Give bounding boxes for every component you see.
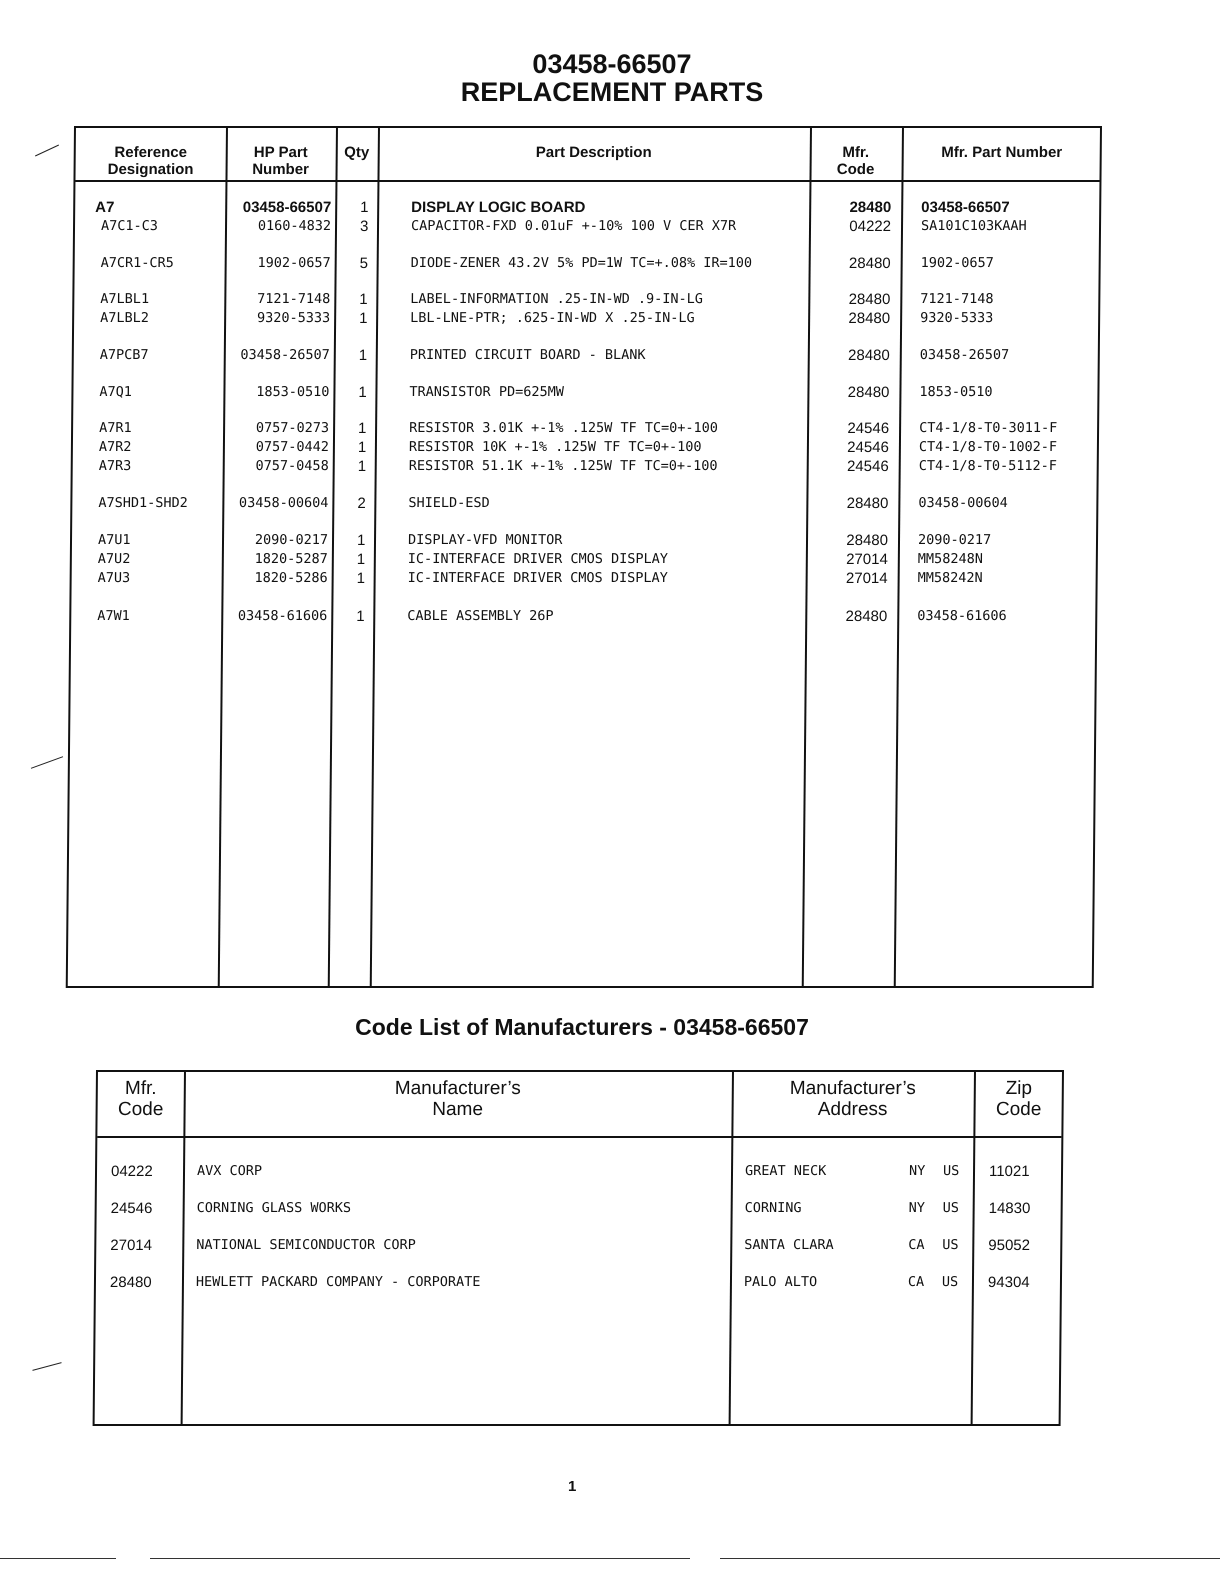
mfr-code: 28480: [109, 1274, 152, 1291]
part-description: PRINTED CIRCUIT BOARD - BLANK: [409, 347, 646, 363]
ref-designation: A7R2: [98, 439, 132, 455]
quantity: 1: [356, 608, 365, 625]
mfr-code: 24546: [846, 458, 889, 475]
part-description: LBL-LNE-PTR; .625-IN-WD X .25-IN-LG: [410, 310, 695, 326]
quantity: 2: [357, 495, 366, 512]
address-country: US: [942, 1237, 959, 1253]
manufacturer-name: AVX CORP: [196, 1163, 263, 1179]
hp-part-number: 7121-7148: [257, 291, 331, 307]
hp-part-number: 0757-0273: [255, 420, 330, 436]
ref-designation: A7SHD1-SHD2: [98, 495, 188, 511]
header-manufacturer-name: Manufacturer’s Name: [394, 1078, 521, 1120]
ref-designation: A7LBL2: [100, 310, 150, 326]
manufacturer-code-table: [93, 1070, 1064, 1426]
manufacturer-name: HEWLETT PACKARD COMPANY - CORPORATE: [195, 1274, 481, 1290]
quantity: 3: [359, 218, 369, 235]
mfr-code: 27014: [110, 1237, 153, 1254]
address-state: NY: [908, 1163, 926, 1179]
margin-mark: [32, 1362, 61, 1371]
hp-part-number: 2090-0217: [254, 532, 329, 548]
address-state: NY: [908, 1200, 926, 1216]
mfr-part-number: 7121-7148: [920, 291, 994, 307]
page-title: REPLACEMENT PARTS: [460, 77, 764, 107]
address-country: US: [942, 1163, 960, 1179]
quantity: 1: [358, 420, 367, 437]
address-city: CORNING: [744, 1200, 802, 1216]
mfr-code: 24546: [110, 1200, 153, 1217]
part-description: RESISTOR 51.1K +-1% .125W TF TC=0+-100: [408, 458, 718, 474]
part-description: CAPACITOR-FXD 0.01uF +-10% 100 V CER X7R: [410, 218, 737, 234]
margin-mark: [35, 145, 59, 157]
mfr-part-number: 03458-61606: [917, 608, 1007, 624]
address-country: US: [941, 1274, 959, 1290]
replacement-parts-table: [66, 126, 1102, 988]
hp-part-number: 1820-5286: [254, 570, 328, 586]
hp-part-number: 9320-5333: [256, 310, 331, 326]
bottom-rule: [720, 1558, 1220, 1559]
mfr-part-number: 1902-0657: [920, 255, 994, 271]
ref-designation: A7W1: [97, 608, 130, 624]
mfr-code: 28480: [847, 347, 890, 364]
part-description: DISPLAY LOGIC BOARD: [411, 199, 586, 216]
mfr-code: 27014: [846, 551, 888, 568]
hp-part-number: 03458-00604: [238, 495, 329, 511]
hp-part-number: 1820-5287: [254, 551, 328, 567]
margin-mark: [31, 756, 63, 769]
manufacturer-name: NATIONAL SEMICONDUCTOR CORP: [196, 1237, 416, 1253]
header-manufacturer-address: Manufacturer’s Address: [789, 1078, 916, 1120]
mfr-code: 28480: [848, 255, 891, 272]
header-part-description: Part Description: [535, 144, 652, 161]
part-description: DISPLAY-VFD MONITOR: [407, 532, 563, 548]
header-mfr-code: Mfr. Code: [117, 1078, 164, 1120]
bottom-rule: [0, 1558, 116, 1559]
part-description: TRANSISTOR PD=625MW: [409, 384, 564, 400]
hp-part-number: 03458-61606: [237, 608, 328, 624]
quantity: 1: [357, 458, 367, 475]
mfr-part-number: 9320-5333: [920, 310, 994, 326]
quantity: 1: [356, 551, 366, 568]
hp-part-number: 0757-0442: [255, 439, 329, 455]
hp-part-number: 0160-4832: [257, 218, 332, 234]
ref-designation: A7U2: [97, 551, 131, 567]
address-country: US: [942, 1200, 960, 1216]
mfr-part-number: MM58242N: [917, 570, 983, 586]
part-description: IC-INTERFACE DRIVER CMOS DISPLAY: [407, 551, 669, 567]
zip-code: 14830: [988, 1200, 1031, 1217]
code-list-title: Code List of Manufacturers - 03458-66507: [355, 1014, 809, 1040]
quantity: 1: [357, 439, 367, 456]
mfr-part-number: 03458-26507: [919, 347, 1010, 363]
mfr-part-number: 1853-0510: [919, 384, 993, 400]
part-description: LABEL-INFORMATION .25-IN-WD .9-IN-LG: [410, 291, 704, 307]
mfr-part-number: CT4-1/8-T0-5112-F: [918, 458, 1057, 474]
mfr-part-number: SA101C103KAAH: [920, 218, 1027, 234]
mfr-code: 27014: [845, 570, 888, 587]
ref-designation: A7C1-C3: [100, 218, 159, 234]
mfr-part-number: 2090-0217: [917, 532, 992, 548]
zip-code: 11021: [988, 1163, 1030, 1180]
ref-designation: A7Q1: [99, 384, 133, 400]
hp-part-number: 03458-66507: [242, 199, 332, 216]
mfr-part-number: CT4-1/8-T0-1002-F: [918, 439, 1058, 455]
manufacturer-name: CORNING GLASS WORKS: [196, 1200, 352, 1216]
hp-part-number: 0757-0458: [255, 458, 329, 474]
part-description: CABLE ASSEMBLY 26P: [407, 608, 554, 624]
header-mfr-part-number: Mfr. Part Number: [941, 144, 1063, 161]
quantity: 1: [359, 310, 368, 327]
quantity: 1: [356, 570, 366, 587]
ref-designation: A7PCB7: [99, 347, 149, 363]
ref-designation: A7R3: [98, 458, 132, 474]
mfr-code: 28480: [848, 291, 891, 308]
zip-code: 94304: [987, 1274, 1030, 1291]
hp-part-number: 1902-0657: [257, 255, 331, 271]
ref-designation: A7LBL1: [100, 291, 150, 307]
header-zip-code: Zip Code: [995, 1078, 1042, 1120]
mfr-part-number: 03458-00604: [918, 495, 1008, 511]
address-city: SANTA CLARA: [744, 1237, 834, 1253]
mfr-code: 28480: [846, 532, 889, 549]
mfr-code: 24546: [847, 420, 890, 437]
mfr-code: 28480: [847, 384, 890, 401]
mfr-code: 28480: [845, 608, 888, 625]
mfr-code: 04222: [110, 1163, 153, 1180]
header-reference-designation: Reference Designation: [107, 144, 194, 178]
part-description: RESISTOR 3.01K +-1% .125W TF TC=0+-100: [409, 420, 719, 436]
document-number: 03458-66507: [532, 49, 692, 79]
quantity: 1: [359, 291, 368, 308]
mfr-code: 28480: [849, 199, 892, 216]
ref-designation: A7U3: [97, 570, 131, 586]
quantity: 1: [358, 384, 367, 401]
header-hp-part-number: HP Part Number: [252, 144, 310, 178]
mfr-code: 28480: [846, 495, 889, 512]
address-state: CA: [908, 1237, 925, 1253]
mfr-part-number: 03458-66507: [921, 199, 1010, 216]
mfr-code: 28480: [848, 310, 891, 327]
address-state: CA: [907, 1274, 925, 1290]
zip-code: 95052: [988, 1237, 1031, 1254]
ref-designation: A7R1: [99, 420, 132, 436]
part-description: DIODE-ZENER 43.2V 5% PD=1W TC=+.08% IR=100: [410, 255, 753, 271]
page-number: 1: [568, 1478, 577, 1495]
mfr-part-number: MM58248N: [917, 551, 983, 567]
address-city: GREAT NECK: [744, 1163, 827, 1179]
mfr-code: 24546: [847, 439, 889, 456]
part-description: SHIELD-ESD: [408, 495, 490, 511]
mfr-part-number: CT4-1/8-T0-3011-F: [919, 420, 1058, 436]
quantity: 1: [360, 199, 369, 216]
part-description: IC-INTERFACE DRIVER CMOS DISPLAY: [407, 570, 668, 586]
ref-designation: A7: [95, 199, 115, 216]
mfr-code: 04222: [849, 218, 892, 235]
quantity: 1: [356, 532, 366, 549]
quantity: 5: [359, 255, 369, 272]
header-qty: Qty: [344, 144, 370, 161]
address-city: PALO ALTO: [743, 1274, 818, 1290]
hp-part-number: 1853-0510: [256, 384, 330, 400]
ref-designation: A7CR1-CR5: [100, 255, 174, 271]
hp-part-number: 03458-26507: [240, 347, 330, 363]
ref-designation: A7U1: [97, 532, 131, 548]
bottom-rule: [150, 1558, 690, 1559]
header-mfr-code: Mfr. Code: [836, 144, 875, 178]
part-description: RESISTOR 10K +-1% .125W TF TC=0+-100: [408, 439, 702, 455]
quantity: 1: [358, 347, 368, 364]
